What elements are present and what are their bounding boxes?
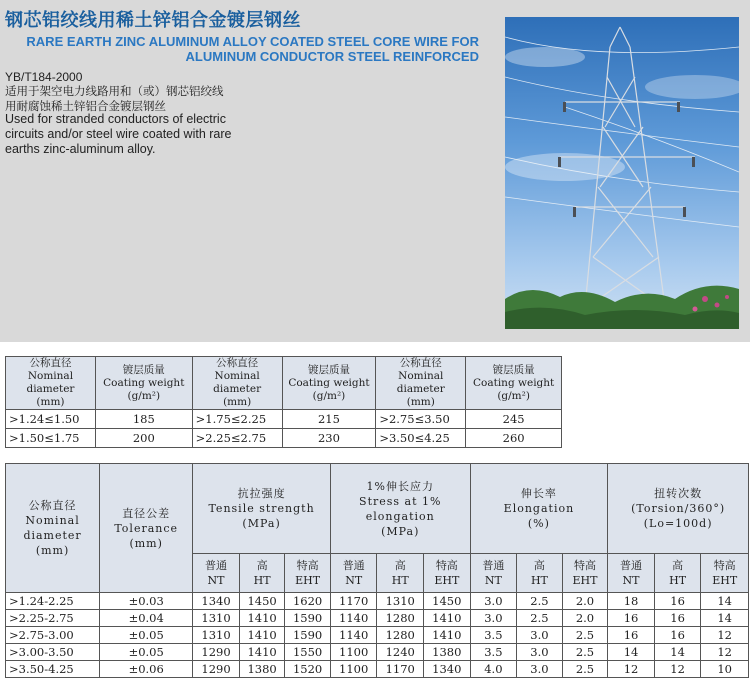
value-cell: 12 bbox=[701, 644, 749, 661]
grade-nt: 普通 NT bbox=[608, 554, 655, 593]
header-diameter: 公称直径 Nominal diameter (mm) bbox=[6, 464, 100, 593]
value-cell: 1240 bbox=[377, 644, 424, 661]
header-panel bbox=[0, 0, 750, 342]
weight-cell: 230 bbox=[282, 429, 376, 448]
value-cell: 1170 bbox=[330, 593, 377, 610]
value-cell: 1140 bbox=[330, 610, 377, 627]
value-cell: 16 bbox=[654, 627, 701, 644]
grade-ht: 高 HT bbox=[517, 554, 563, 593]
tolerance-cell: ±0.06 bbox=[100, 661, 193, 678]
header-nominal-diameter: 公称直径 Nominal diameter (mm) bbox=[6, 357, 96, 410]
value-cell: 1410 bbox=[239, 644, 285, 661]
diameter-cell: >3.50≤4.25 bbox=[376, 429, 466, 448]
value-cell: 2.0 bbox=[562, 593, 608, 610]
header-coating-weight: 镀层质量 Coating weight (g/m²) bbox=[282, 357, 376, 410]
diameter-cell: >3.50-4.25 bbox=[6, 661, 100, 678]
table-row bbox=[6, 644, 749, 661]
value-cell: 1410 bbox=[424, 610, 471, 627]
description-cn bbox=[5, 84, 224, 113]
table-row bbox=[6, 627, 749, 644]
table-row bbox=[6, 429, 562, 448]
grade-nt: 普通 NT bbox=[330, 554, 377, 593]
value-cell: 2.5 bbox=[517, 610, 563, 627]
value-cell: 1410 bbox=[239, 610, 285, 627]
value-cell: 12 bbox=[701, 627, 749, 644]
value-cell: 3.0 bbox=[470, 593, 517, 610]
grade-eht: 特高 EHT bbox=[424, 554, 471, 593]
value-cell: 1380 bbox=[424, 644, 471, 661]
value-cell: 1280 bbox=[377, 627, 424, 644]
value-cell: 3.0 bbox=[517, 661, 563, 678]
value-cell: 1310 bbox=[193, 610, 240, 627]
value-cell: 3.0 bbox=[517, 644, 563, 661]
value-cell: 1450 bbox=[239, 593, 285, 610]
title-cn: 钢芯铝绞线用稀土锌铝合金镀层钢丝 bbox=[5, 10, 301, 31]
description-en-line1: Used for stranded conductors of electric bbox=[5, 112, 226, 126]
grade-eht: 特高 EHT bbox=[701, 554, 749, 593]
value-cell: 3.0 bbox=[517, 627, 563, 644]
coating-header-row bbox=[6, 357, 562, 410]
title-en-line1: RARE EARTH ZINC ALUMINUM ALLOY COATED STEEL CORE WIRE FOR bbox=[26, 34, 479, 49]
weight-cell: 185 bbox=[95, 410, 192, 429]
grade-nt: 普通 NT bbox=[193, 554, 240, 593]
weight-cell: 260 bbox=[466, 429, 562, 448]
header-torsion: 扭转次数 (Torsion/360°) (Lo=100d) bbox=[608, 464, 749, 554]
value-cell: 1310 bbox=[193, 627, 240, 644]
description-en-line3: earths zinc-aluminum alloy. bbox=[5, 142, 156, 156]
value-cell: 1280 bbox=[377, 610, 424, 627]
value-cell: 2.5 bbox=[562, 644, 608, 661]
value-cell: 2.5 bbox=[562, 661, 608, 678]
tolerance-cell: ±0.04 bbox=[100, 610, 193, 627]
value-cell: 1410 bbox=[424, 627, 471, 644]
value-cell: 1290 bbox=[193, 661, 240, 678]
tolerance-cell: ±0.05 bbox=[100, 644, 193, 661]
table-row bbox=[6, 661, 749, 678]
grade-nt: 普通 NT bbox=[470, 554, 517, 593]
value-cell: 1140 bbox=[330, 627, 377, 644]
value-cell: 12 bbox=[608, 661, 655, 678]
value-cell: 1100 bbox=[330, 644, 377, 661]
mechanical-properties-table bbox=[5, 463, 749, 678]
value-cell: 16 bbox=[608, 610, 655, 627]
table-row bbox=[6, 410, 562, 429]
header-elongation: 伸长率 Elongation (%) bbox=[470, 464, 608, 554]
grade-eht: 特高 EHT bbox=[285, 554, 331, 593]
value-cell: 1620 bbox=[285, 593, 331, 610]
diameter-cell: >2.25-2.75 bbox=[6, 610, 100, 627]
grade-eht: 特高 EHT bbox=[562, 554, 608, 593]
coating-weight-table bbox=[5, 356, 562, 448]
value-cell: 2.5 bbox=[517, 593, 563, 610]
value-cell: 1410 bbox=[239, 627, 285, 644]
properties-body bbox=[6, 593, 749, 678]
value-cell: 1520 bbox=[285, 661, 331, 678]
tolerance-cell: ±0.05 bbox=[100, 627, 193, 644]
diameter-cell: >2.75-3.00 bbox=[6, 627, 100, 644]
value-cell: 3.5 bbox=[470, 627, 517, 644]
value-cell: 18 bbox=[608, 593, 655, 610]
weight-cell: 245 bbox=[466, 410, 562, 429]
value-cell: 1170 bbox=[377, 661, 424, 678]
diameter-cell: >2.25≤2.75 bbox=[192, 429, 282, 448]
description-en-line2: circuits and/or steel wire coated with rare bbox=[5, 127, 232, 141]
header-tolerance: 直径公差 Tolerance (mm) bbox=[100, 464, 193, 593]
value-cell: 1100 bbox=[330, 661, 377, 678]
grade-ht: 高 HT bbox=[654, 554, 701, 593]
grade-ht: 高 HT bbox=[239, 554, 285, 593]
header-tensile-strength: 抗拉强度 Tensile strength (MPa) bbox=[193, 464, 331, 554]
header-nominal-diameter: 公称直径 Nominal diameter (mm) bbox=[192, 357, 282, 410]
value-cell: 1310 bbox=[377, 593, 424, 610]
tower-illustration bbox=[505, 17, 739, 329]
weight-cell: 215 bbox=[282, 410, 376, 429]
transmission-tower-photo bbox=[505, 17, 739, 329]
value-cell: 1290 bbox=[193, 644, 240, 661]
value-cell: 2.5 bbox=[562, 627, 608, 644]
value-cell: 2.0 bbox=[562, 610, 608, 627]
value-cell: 3.5 bbox=[470, 644, 517, 661]
value-cell: 12 bbox=[654, 661, 701, 678]
value-cell: 16 bbox=[654, 610, 701, 627]
table-row bbox=[6, 610, 749, 627]
value-cell: 1550 bbox=[285, 644, 331, 661]
header-coating-weight: 镀层质量 Coating weight (g/m²) bbox=[466, 357, 562, 410]
weight-cell: 200 bbox=[95, 429, 192, 448]
value-cell: 14 bbox=[701, 593, 749, 610]
diameter-cell: >1.24≤1.50 bbox=[6, 410, 96, 429]
diameter-cell: >2.75≤3.50 bbox=[376, 410, 466, 429]
description-cn-line1: 适用于架空电力线路用和（或）钢芯铝绞线 bbox=[5, 84, 224, 98]
value-cell: 3.0 bbox=[470, 610, 517, 627]
diameter-cell: >1.75≤2.25 bbox=[192, 410, 282, 429]
value-cell: 1450 bbox=[424, 593, 471, 610]
value-cell: 4.0 bbox=[470, 661, 517, 678]
value-cell: 1340 bbox=[424, 661, 471, 678]
description-cn-line2: 用耐腐蚀稀土锌铝合金镀层钢丝 bbox=[5, 98, 166, 113]
value-cell: 1590 bbox=[285, 627, 331, 644]
value-cell: 16 bbox=[608, 627, 655, 644]
value-cell: 14 bbox=[654, 644, 701, 661]
value-cell: 16 bbox=[654, 593, 701, 610]
value-cell: 1380 bbox=[239, 661, 285, 678]
description-en bbox=[5, 112, 305, 157]
properties-header-row bbox=[6, 464, 749, 554]
header-stress-elongation: 1%伸长应力 Stress at 1% elongation (MPa) bbox=[330, 464, 470, 554]
value-cell: 1590 bbox=[285, 610, 331, 627]
header-coating-weight: 镀层质量 Coating weight (g/m²) bbox=[95, 357, 192, 410]
value-cell: 14 bbox=[608, 644, 655, 661]
diameter-cell: >3.00-3.50 bbox=[6, 644, 100, 661]
diameter-cell: >1.24-2.25 bbox=[6, 593, 100, 610]
value-cell: 1340 bbox=[193, 593, 240, 610]
title-en-line2: ALUMINUM CONDUCTOR STEEL REINFORCED bbox=[185, 49, 479, 64]
standard-code: YB/T184-2000 bbox=[5, 70, 83, 84]
diameter-cell: >1.50≤1.75 bbox=[6, 429, 96, 448]
grade-ht: 高 HT bbox=[377, 554, 424, 593]
tolerance-cell: ±0.03 bbox=[100, 593, 193, 610]
value-cell: 10 bbox=[701, 661, 749, 678]
header-nominal-diameter: 公称直径 Nominal diameter (mm) bbox=[376, 357, 466, 410]
value-cell: 14 bbox=[701, 610, 749, 627]
title-en bbox=[5, 34, 479, 64]
table-row bbox=[6, 593, 749, 610]
